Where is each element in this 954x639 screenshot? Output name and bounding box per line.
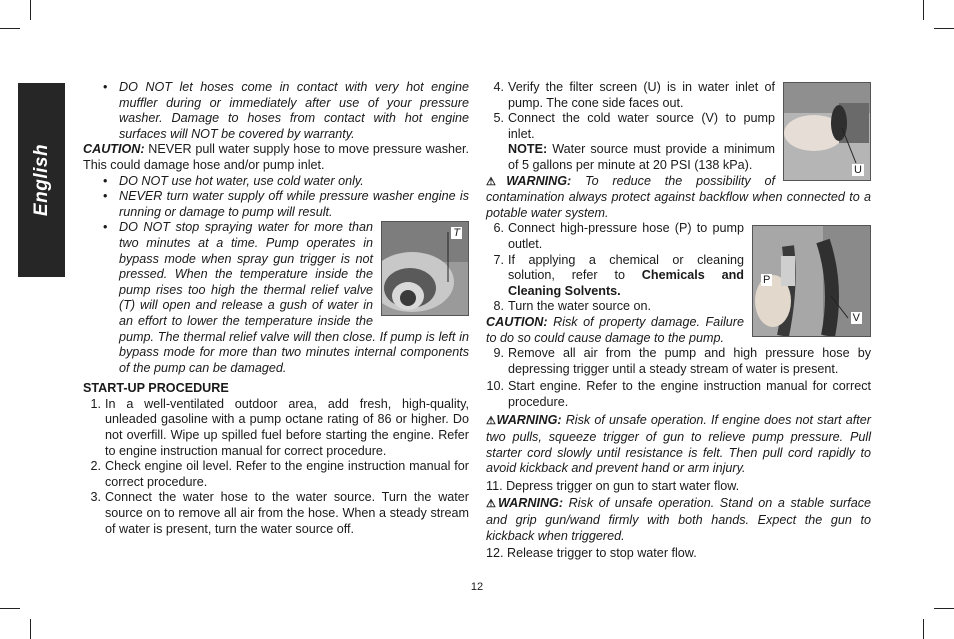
bullet-turn-off: • NEVER turn water supply off while pressure washer engine is running or damage to pump will result. bbox=[103, 189, 469, 219]
startup-heading: START-UP PROCEDURE bbox=[83, 381, 229, 396]
crop-mark bbox=[0, 608, 20, 609]
crop-mark bbox=[0, 28, 20, 29]
step-6: 6. Connect high-pressure hose (P) to pump outlet. bbox=[493, 221, 744, 251]
startup-step: 2. Check engine oil level. Refer to the engine instruction manual for correct procedure. bbox=[90, 459, 469, 489]
step-4: 4. Verify the filter screen (U) is in water inlet of pump. The cone side faces out. bbox=[493, 80, 775, 110]
note-water-source: NOTE: Water source must provide a minimum of 5 gallons per minute at 20 PSI (138 kPa). bbox=[508, 142, 776, 172]
figure-label-t: T bbox=[453, 227, 460, 240]
step-9: 9. Remove all air from the pump and high pressure hose by depressing trigger until a steady stream of water is present. bbox=[493, 346, 871, 376]
figure-label-u: U bbox=[854, 164, 862, 176]
caution-property: CAUTION: Risk of property damage. Failure to do so could cause damage to the pump. bbox=[486, 314, 744, 345]
figure-label-v: V bbox=[852, 312, 860, 325]
step-5: 5. Connect the cold water source (V) to pump inlet. bbox=[493, 111, 775, 141]
caution-hose: CAUTION: NEVER pull water supply hose to move pressure washer. This could damage hose and/or pump inlet. bbox=[83, 142, 469, 172]
bullet-hot-water: • DO NOT use hot water, use cold water only. bbox=[103, 173, 364, 188]
crop-mark bbox=[30, 0, 31, 20]
crop-mark bbox=[923, 0, 924, 20]
page-number: 12 bbox=[470, 581, 484, 593]
step-12: 12. Release trigger to stop water flow. bbox=[486, 546, 697, 561]
language-tab-label: English bbox=[30, 143, 52, 217]
warning-stable-surface: ⚠WARNING: Risk of unsafe operation. Stand on a stable surface and grip gun/wand firmly with both hands. Expect the gun to kickback when triggered. bbox=[486, 496, 871, 543]
step-7: 7. If applying a chemical or cleaning solution, refer to Chemicals and Cleaning Solvents. bbox=[493, 252, 744, 298]
crop-mark bbox=[30, 619, 31, 639]
step-11: 11. Depress trigger on gun to start water flow. bbox=[486, 478, 740, 493]
left-column bbox=[83, 80, 469, 537]
warning-backflow: ⚠WARNING: To reduce the possibility of contamination always protect against backflow when connected to a potable water system. bbox=[486, 173, 871, 220]
step-10: 10. Start engine. Refer to the engine instruction manual for correct procedure. bbox=[486, 379, 871, 409]
figure-label-p: P bbox=[763, 274, 771, 287]
warning-engine-start: ⚠WARNING: Risk of unsafe operation. If engine does not start after two pulls, squeeze trigger of gun to relieve pump pressure. Pull starter cord slowly until resistance is felt. Then pull cord rapidly to avoid kickback and prevent hand or arm injury. bbox=[486, 413, 871, 476]
warning-icon: ⚠ bbox=[486, 415, 497, 428]
warning-icon: ⚠ bbox=[486, 498, 498, 511]
crop-mark bbox=[934, 28, 954, 29]
figure-thermal-valve bbox=[381, 221, 469, 316]
step-8: 8. Turn the water source on. bbox=[493, 299, 652, 314]
startup-step: 3. Connect the water hose to the water source. Turn the water source on to remove all air from the hose. When a steady stream of water is present, turn the water source off. bbox=[90, 490, 469, 536]
bullet-spraying: • T DO NOT stop spraying water for more than two minutes at a time. Pump operates in bypass mode when spray gun trigger is not pressed. When the temperature inside the pump rises too high the thermal relief valve (T) will open and release a gush of water in an effort to lower the temperature inside the pump. The thermal relief valve will then close. If pump is left in bypass mode for more than two minutes internal components of the pump can be damaged. bbox=[103, 220, 469, 375]
bullet-hoses: • DO NOT let hoses come in contact with very hot engine muffler during or immediately after use of your pressure washer. Damage to hoses from contact with hot engine surfaces will NOT be covered by warranty. bbox=[103, 80, 469, 141]
language-tab bbox=[18, 83, 65, 277]
startup-step: 1. In a well-ventilated outdoor area, add fresh, high-quality, unleaded gasoline with a pump octane rating of 86 or higher. Do not overfill. Wipe up spilled fuel before starting the engine. Refer to engine instruction manual for correct procedure. bbox=[90, 396, 469, 458]
crop-mark bbox=[923, 619, 924, 639]
startup-steps bbox=[83, 397, 469, 537]
crop-mark bbox=[934, 608, 954, 609]
warning-icon: ⚠ bbox=[486, 175, 507, 188]
right-column bbox=[486, 80, 871, 562]
